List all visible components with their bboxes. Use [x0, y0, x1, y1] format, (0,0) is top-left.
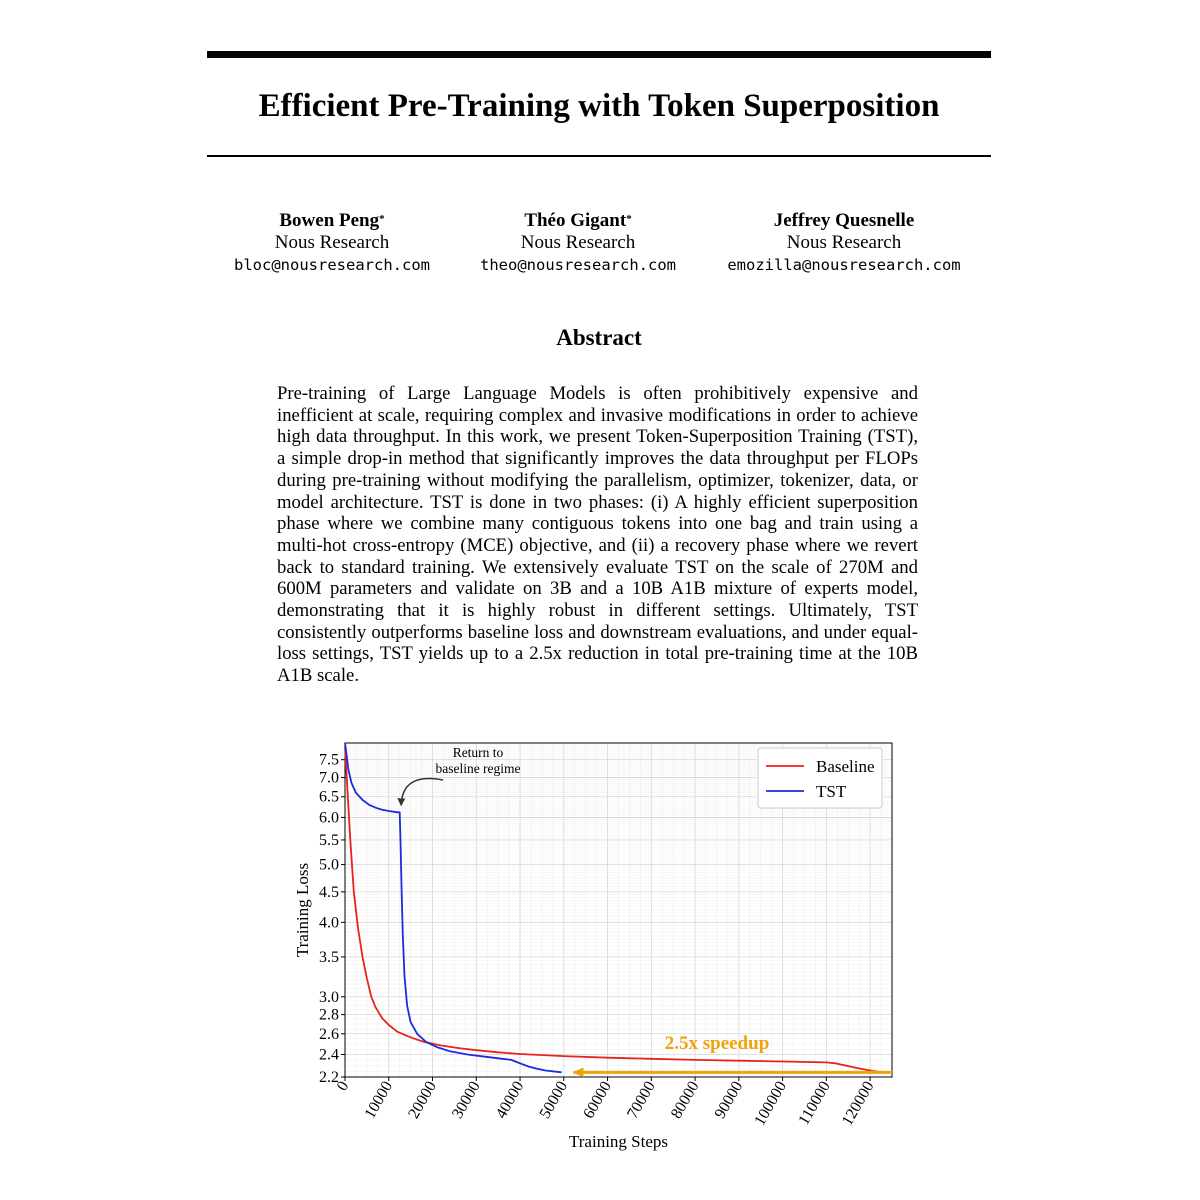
y-tick-label: 2.8	[319, 1006, 339, 1024]
y-tick-label: 5.0	[319, 856, 339, 874]
x-tick-label: 100000	[751, 1078, 791, 1129]
x-tick-label: 110000	[795, 1078, 834, 1129]
annotation-return-label: Return to baseline regime	[435, 745, 521, 776]
y-tick-label: 3.0	[319, 988, 339, 1006]
chart-legend	[758, 748, 882, 808]
x-axis-label: Training Steps	[568, 1132, 669, 1151]
x-tick-label: 90000	[711, 1078, 747, 1122]
y-tick-label: 2.4	[319, 1046, 339, 1064]
title-top-rule	[207, 51, 991, 58]
author-email[interactable]: theo@nousresearch.com	[480, 256, 676, 274]
legend-label: Baseline	[816, 757, 875, 776]
legend-label: TST	[816, 782, 847, 801]
x-tick-label: 40000	[492, 1078, 528, 1122]
author-block	[428, 210, 728, 276]
x-tick-label: 80000	[667, 1078, 703, 1122]
annotation-speedup-label: 2.5x speedup	[664, 1033, 770, 1054]
author-email[interactable]: emozilla@nousresearch.com	[727, 256, 961, 274]
y-tick-label: 5.5	[319, 831, 339, 849]
author-email[interactable]: bloc@nousresearch.com	[234, 256, 430, 274]
x-tick-label: 60000	[580, 1078, 616, 1122]
y-tick-label: 2.2	[319, 1069, 339, 1086]
x-tick-label: 30000	[449, 1078, 484, 1122]
y-tick-label: 4.0	[319, 914, 339, 932]
author-name: Bowen Peng*	[279, 210, 385, 231]
title-bottom-rule	[207, 155, 991, 157]
y-tick-label: 7.5	[319, 751, 339, 769]
x-tick-label: 70000	[624, 1078, 659, 1122]
x-tick-label: 0	[333, 1078, 353, 1094]
y-tick-label: 2.6	[319, 1025, 339, 1043]
y-tick-label: 7.0	[319, 769, 339, 787]
x-tick-label: 20000	[405, 1078, 440, 1122]
author-name: Théo Gigant*	[524, 210, 632, 231]
author-affiliation: Nous Research	[274, 232, 390, 253]
x-tick-label: 10000	[361, 1078, 397, 1122]
y-tick-label: 4.5	[319, 883, 339, 901]
author-affiliation: Nous Research	[786, 232, 902, 253]
x-tick-label: 50000	[536, 1078, 572, 1122]
y-tick-label: 6.0	[319, 809, 339, 827]
y-axis-label: Training Loss	[293, 862, 312, 958]
author-name: Jeffrey Quesnelle	[773, 210, 915, 231]
abstract-text: Pre-training of Large Language Models is often prohibitively expensive and inefficient at scale, requiring complex and invasive modifications in order to achieve high data throughput. In this work, we present Token-Superposition Training (TST), a simple drop-in method that significantly improves the data throughput per FLOPs during pre-training without modifying the parallelism, optimizer, tokenizer, data, or model architecture. TST is done in two phases: (i) A highly efficient superposition phase where we combine many contiguous tokens into one bag and train using a multi-hot cross-entropy (MCE) objective, and (ii) a recovery phase where we revert back to standard training. We extensively evaluate TST on the scale of 270M and 600M parameters and validate on 3B and a 10B A1B mixture of experts model, demonstrating that it is highly robust in different settings. Ultimately, TST consistently outperforms baseline loss and downstream evaluations, and under equal-loss settings, TST yields up to a 2.5x reduction in total pre-training time at the 10B A1B scale.	[277, 383, 918, 687]
abstract-heading: Abstract	[556, 325, 642, 350]
y-tick-label: 3.5	[319, 948, 339, 966]
paper-title: Efficient Pre-Training with Token Superposition	[258, 88, 940, 124]
author-block	[694, 210, 994, 276]
x-tick-label: 120000	[838, 1078, 878, 1129]
author-affiliation: Nous Research	[520, 232, 636, 253]
y-tick-label: 6.5	[319, 788, 339, 806]
training-loss-chart	[280, 720, 920, 1160]
